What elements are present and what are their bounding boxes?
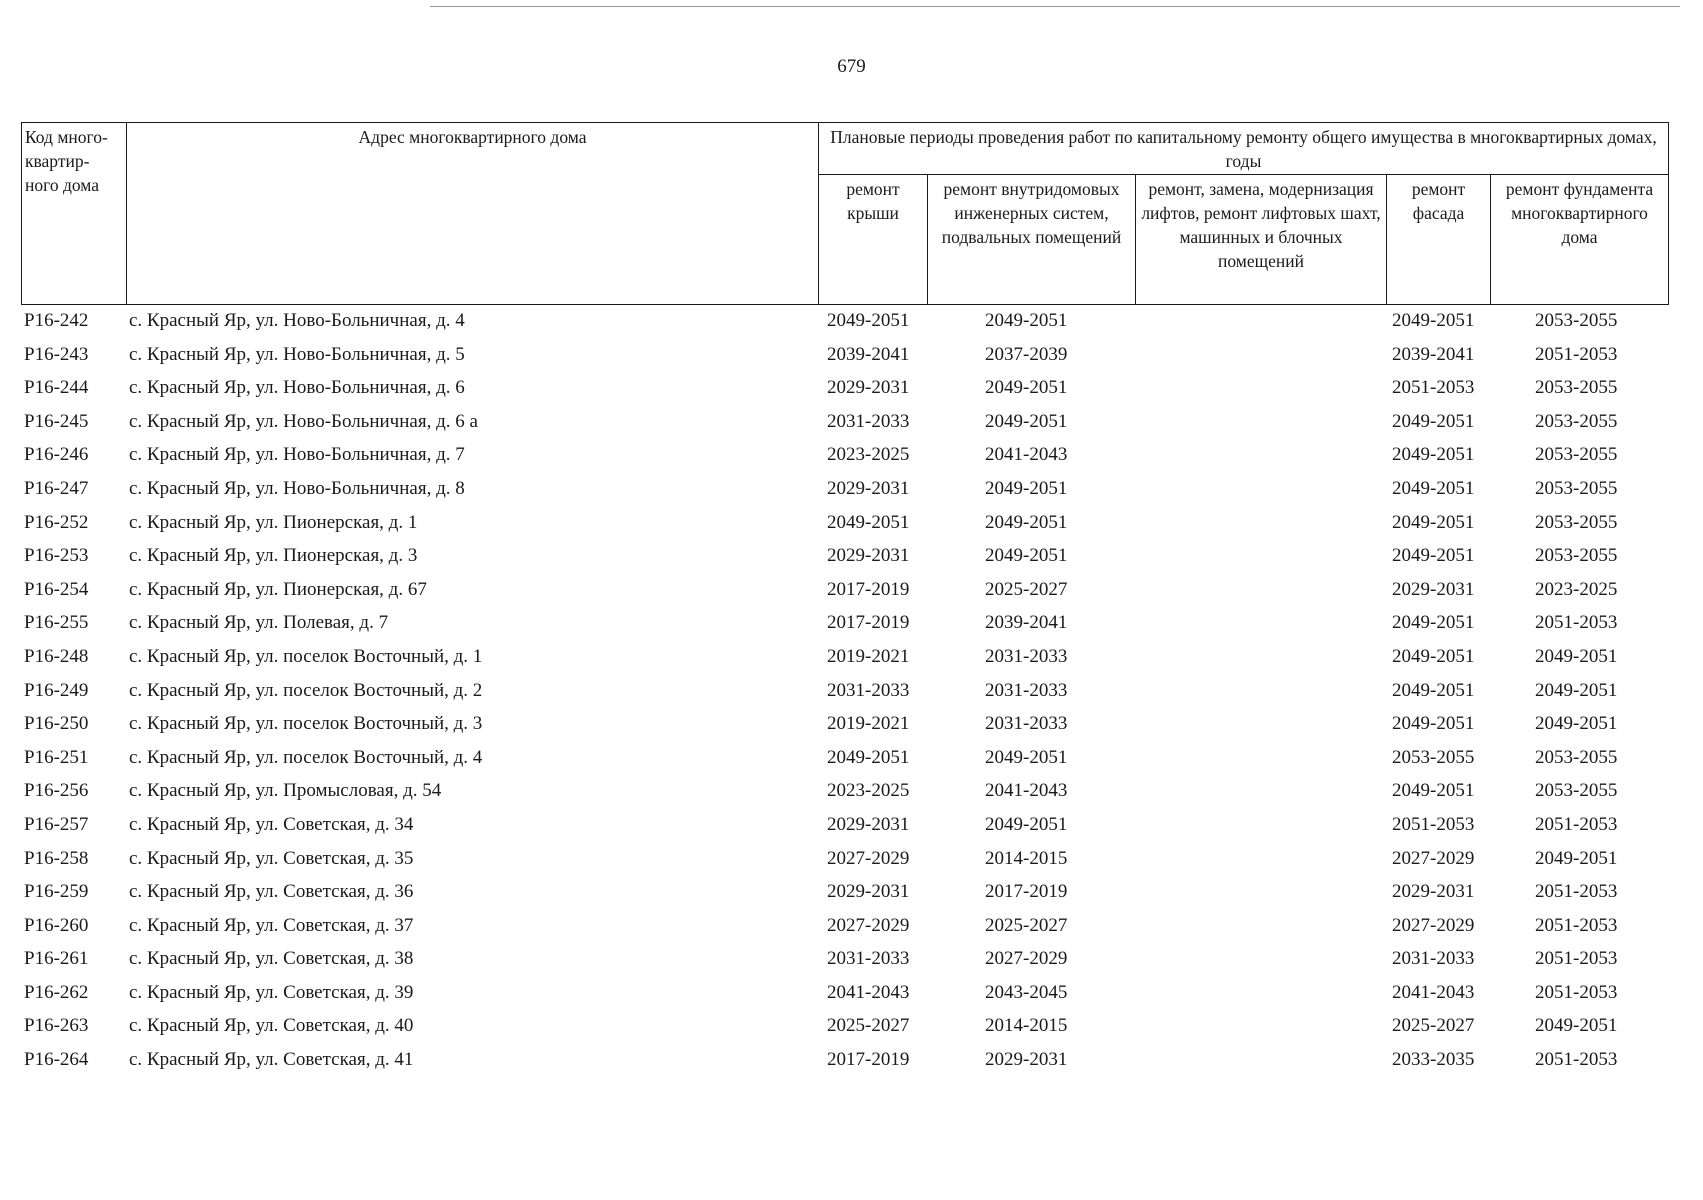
foundation-repair-period: 2053-2055: [1535, 444, 1618, 466]
foundation-repair-period: 2049-2051: [1535, 645, 1618, 667]
house-code: P16-243: [24, 343, 89, 365]
house-code: P16-253: [24, 545, 89, 567]
roof-repair-period: 2017-2019: [827, 578, 910, 600]
foundation-repair-period: 2049-2051: [1535, 679, 1618, 701]
roof-repair-period: 2031-2033: [827, 410, 910, 432]
house-code: P16-247: [24, 477, 89, 499]
house-address: с. Красный Яр, ул. Полевая, д. 7: [129, 612, 389, 634]
facade-repair-period: 2049-2051: [1392, 477, 1475, 499]
roof-repair-period: 2049-2051: [827, 511, 910, 533]
table-row: [21, 508, 1668, 542]
roof-repair-period: 2029-2031: [827, 377, 910, 399]
facade-repair-period: 2049-2051: [1392, 310, 1475, 331]
engineering-repair-period: 2049-2051: [985, 410, 1068, 432]
house-address: с. Красный Яр, ул. Ново-Больничная, д. 8: [129, 477, 465, 499]
engineering-repair-period: 2049-2051: [985, 511, 1068, 533]
facade-repair-period: 2049-2051: [1392, 679, 1475, 701]
house-address: с. Красный Яр, ул. Советская, д. 41: [129, 1049, 414, 1071]
engineering-repair-period: 2014-2015: [985, 1015, 1068, 1037]
foundation-repair-period: 2053-2055: [1535, 410, 1618, 432]
facade-repair-period: 2049-2051: [1392, 444, 1475, 466]
facade-repair-period: 2049-2051: [1392, 780, 1475, 802]
house-address: с. Красный Яр, ул. Пионерская, д. 3: [129, 545, 418, 567]
engineering-repair-period: 2025-2027: [985, 578, 1068, 600]
facade-repair-period: 2027-2029: [1392, 914, 1475, 936]
engineering-repair-period: 2049-2051: [985, 545, 1068, 567]
foundation-repair-period: 2049-2051: [1535, 847, 1618, 869]
facade-repair-period: 2029-2031: [1392, 881, 1475, 903]
foundation-repair-period: 2051-2053: [1535, 343, 1618, 365]
table-row: [21, 810, 1668, 844]
engineering-repair-period: 2014-2015: [985, 847, 1068, 869]
foundation-repair-period: 2051-2053: [1535, 881, 1618, 903]
house-code: P16-251: [24, 746, 89, 768]
engineering-repair-period: 2043-2045: [985, 981, 1068, 1003]
table-row: [21, 911, 1668, 945]
roof-repair-period: 2025-2027: [827, 1015, 910, 1037]
house-code: P16-258: [24, 847, 89, 869]
engineering-repair-period: 2025-2027: [985, 914, 1068, 936]
house-code: P16-248: [24, 645, 89, 667]
facade-repair-period: 2025-2027: [1392, 1015, 1475, 1037]
header-foundation: ремонт фундамента многоквартирного дома: [1491, 175, 1669, 305]
table-row: [21, 575, 1668, 609]
house-code: P16-261: [24, 948, 89, 970]
facade-repair-period: 2049-2051: [1392, 511, 1475, 533]
roof-repair-period: 2019-2021: [827, 645, 910, 667]
roof-repair-period: 2049-2051: [827, 310, 910, 331]
engineering-repair-period: 2049-2051: [985, 377, 1068, 399]
house-address: с. Красный Яр, ул. Пионерская, д. 1: [129, 511, 418, 533]
house-address: с. Красный Яр, ул. поселок Восточный, д. 3: [129, 713, 483, 735]
table-row: [21, 1011, 1668, 1045]
foundation-repair-period: 2051-2053: [1535, 813, 1618, 835]
header-facade: ремонт фасада: [1387, 175, 1491, 305]
house-code: P16-262: [24, 981, 89, 1003]
header-engineering: ремонт внутридомовых инженерных систем, подвальных помещений: [928, 175, 1136, 305]
table-row: [21, 743, 1668, 777]
engineering-repair-period: 2049-2051: [985, 310, 1068, 331]
foundation-repair-period: 2049-2051: [1535, 1015, 1618, 1037]
house-code: P16-260: [24, 914, 89, 936]
facade-repair-period: 2051-2053: [1392, 813, 1475, 835]
house-code: P16-249: [24, 679, 89, 701]
roof-repair-period: 2041-2043: [827, 981, 910, 1003]
foundation-repair-period: 2051-2053: [1535, 981, 1618, 1003]
facade-repair-period: 2033-2035: [1392, 1049, 1475, 1071]
roof-repair-period: 2039-2041: [827, 343, 910, 365]
scan-edge-line: [430, 6, 1680, 7]
facade-repair-period: 2049-2051: [1392, 645, 1475, 667]
engineering-repair-period: 2041-2043: [985, 444, 1068, 466]
table-row: [21, 776, 1668, 810]
foundation-repair-period: 2053-2055: [1535, 310, 1618, 331]
house-code: P16-257: [24, 813, 89, 835]
facade-repair-period: 2053-2055: [1392, 746, 1475, 768]
table-row: [21, 709, 1668, 743]
house-address: с. Красный Яр, ул. Советская, д. 40: [129, 1015, 414, 1037]
house-address: с. Красный Яр, ул. поселок Восточный, д. 2: [129, 679, 483, 701]
engineering-repair-period: 2031-2033: [985, 645, 1068, 667]
facade-repair-period: 2051-2053: [1392, 377, 1475, 399]
foundation-repair-period: 2051-2053: [1535, 612, 1618, 634]
header-roof: ремонт крыши: [819, 175, 928, 305]
foundation-repair-period: 2053-2055: [1535, 545, 1618, 567]
page-number: 679: [837, 56, 866, 77]
engineering-repair-period: 2029-2031: [985, 1049, 1068, 1071]
house-code: P16-256: [24, 780, 89, 802]
table-row: [21, 608, 1668, 642]
foundation-repair-period: 2053-2055: [1535, 477, 1618, 499]
engineering-repair-period: 2039-2041: [985, 612, 1068, 634]
house-address: с. Красный Яр, ул. Ново-Больничная, д. 5: [129, 343, 465, 365]
table-row: [21, 1045, 1668, 1079]
house-address: с. Красный Яр, ул. Ново-Больничная, д. 4: [129, 310, 465, 331]
house-address: с. Красный Яр, ул. Советская, д. 34: [129, 813, 414, 835]
engineering-repair-period: 2049-2051: [985, 477, 1068, 499]
table-row: [21, 844, 1668, 878]
table-row: [21, 407, 1668, 441]
roof-repair-period: 2017-2019: [827, 1049, 910, 1071]
foundation-repair-period: 2051-2053: [1535, 1049, 1618, 1071]
facade-repair-period: 2049-2051: [1392, 612, 1475, 634]
table-row: [21, 440, 1668, 474]
facade-repair-period: 2027-2029: [1392, 847, 1475, 869]
foundation-repair-period: 2053-2055: [1535, 780, 1618, 802]
engineering-repair-period: 2049-2051: [985, 813, 1068, 835]
roof-repair-period: 2029-2031: [827, 477, 910, 499]
foundation-repair-period: 2053-2055: [1535, 746, 1618, 768]
header-elevators: ремонт, замена, модернизация лифтов, ремонт лифтовых шахт, машинных и блочных помещений: [1136, 175, 1387, 305]
house-code: P16-263: [24, 1015, 89, 1037]
engineering-repair-period: 2031-2033: [985, 679, 1068, 701]
roof-repair-period: 2027-2029: [827, 847, 910, 869]
engineering-repair-period: 2049-2051: [985, 746, 1068, 768]
roof-repair-period: 2023-2025: [827, 444, 910, 466]
engineering-repair-period: 2037-2039: [985, 343, 1068, 365]
facade-repair-period: 2049-2051: [1392, 713, 1475, 735]
roof-repair-period: 2017-2019: [827, 612, 910, 634]
house-code: P16-264: [24, 1049, 89, 1071]
house-address: с. Красный Яр, ул. Промысловая, д. 54: [129, 780, 442, 802]
house-code: P16-242: [24, 310, 89, 331]
facade-repair-period: 2039-2041: [1392, 343, 1475, 365]
house-code: P16-245: [24, 410, 89, 432]
foundation-repair-period: 2053-2055: [1535, 511, 1618, 533]
foundation-repair-period: 2023-2025: [1535, 578, 1618, 600]
house-code: P16-252: [24, 511, 89, 533]
house-code: P16-250: [24, 713, 89, 735]
table-header: [21, 122, 1669, 305]
house-address: с. Красный Яр, ул. Пионерская, д. 67: [129, 578, 427, 600]
facade-repair-period: 2049-2051: [1392, 545, 1475, 567]
foundation-repair-period: 2053-2055: [1535, 377, 1618, 399]
engineering-repair-period: 2041-2043: [985, 780, 1068, 802]
foundation-repair-period: 2051-2053: [1535, 948, 1618, 970]
facade-repair-period: 2049-2051: [1392, 410, 1475, 432]
house-address: с. Красный Яр, ул. Ново-Больничная, д. 7: [129, 444, 465, 466]
table-row: [21, 541, 1668, 575]
house-address: с. Красный Яр, ул. Советская, д. 37: [129, 914, 414, 936]
house-address: с. Красный Яр, ул. Советская, д. 39: [129, 981, 414, 1003]
house-address: с. Красный Яр, ул. Ново-Больничная, д. 6 а: [129, 410, 478, 432]
table-row: [21, 642, 1668, 676]
foundation-repair-period: 2049-2051: [1535, 713, 1618, 735]
facade-repair-period: 2029-2031: [1392, 578, 1475, 600]
table-body: [21, 306, 1668, 1079]
house-address: с. Красный Яр, ул. поселок Восточный, д. 1: [129, 645, 483, 667]
table-row: [21, 373, 1668, 407]
table-row: [21, 340, 1668, 374]
roof-repair-period: 2027-2029: [827, 914, 910, 936]
roof-repair-period: 2049-2051: [827, 746, 910, 768]
roof-repair-period: 2023-2025: [827, 780, 910, 802]
roof-repair-period: 2019-2021: [827, 713, 910, 735]
table-row: [21, 877, 1668, 911]
facade-repair-period: 2031-2033: [1392, 948, 1475, 970]
foundation-repair-period: 2051-2053: [1535, 914, 1618, 936]
house-address: с. Красный Яр, ул. поселок Восточный, д. 4: [129, 746, 483, 768]
header-code: Код много-квартир-ного дома: [22, 123, 127, 305]
engineering-repair-period: 2027-2029: [985, 948, 1068, 970]
table-row: [21, 978, 1668, 1012]
roof-repair-period: 2029-2031: [827, 813, 910, 835]
table-row: [21, 474, 1668, 508]
table-row: [21, 676, 1668, 710]
header-periods-group: Плановые периоды проведения работ по капитальному ремонту общего имущества в многоквартирных домах, годы: [819, 123, 1669, 175]
house-code: P16-254: [24, 578, 89, 600]
roof-repair-period: 2029-2031: [827, 545, 910, 567]
roof-repair-period: 2031-2033: [827, 948, 910, 970]
house-address: с. Красный Яр, ул. Советская, д. 35: [129, 847, 414, 869]
facade-repair-period: 2041-2043: [1392, 981, 1475, 1003]
header-address: Адрес многоквартирного дома: [127, 123, 819, 305]
house-code: P16-259: [24, 881, 89, 903]
house-address: с. Красный Яр, ул. Ново-Больничная, д. 6: [129, 377, 465, 399]
table-row: [21, 306, 1668, 340]
house-code: P16-244: [24, 377, 89, 399]
house-address: с. Красный Яр, ул. Советская, д. 36: [129, 881, 414, 903]
engineering-repair-period: 2031-2033: [985, 713, 1068, 735]
house-address: с. Красный Яр, ул. Советская, д. 38: [129, 948, 414, 970]
roof-repair-period: 2031-2033: [827, 679, 910, 701]
house-code: P16-246: [24, 444, 89, 466]
house-code: P16-255: [24, 612, 89, 634]
engineering-repair-period: 2017-2019: [985, 881, 1068, 903]
roof-repair-period: 2029-2031: [827, 881, 910, 903]
table-row: [21, 944, 1668, 978]
